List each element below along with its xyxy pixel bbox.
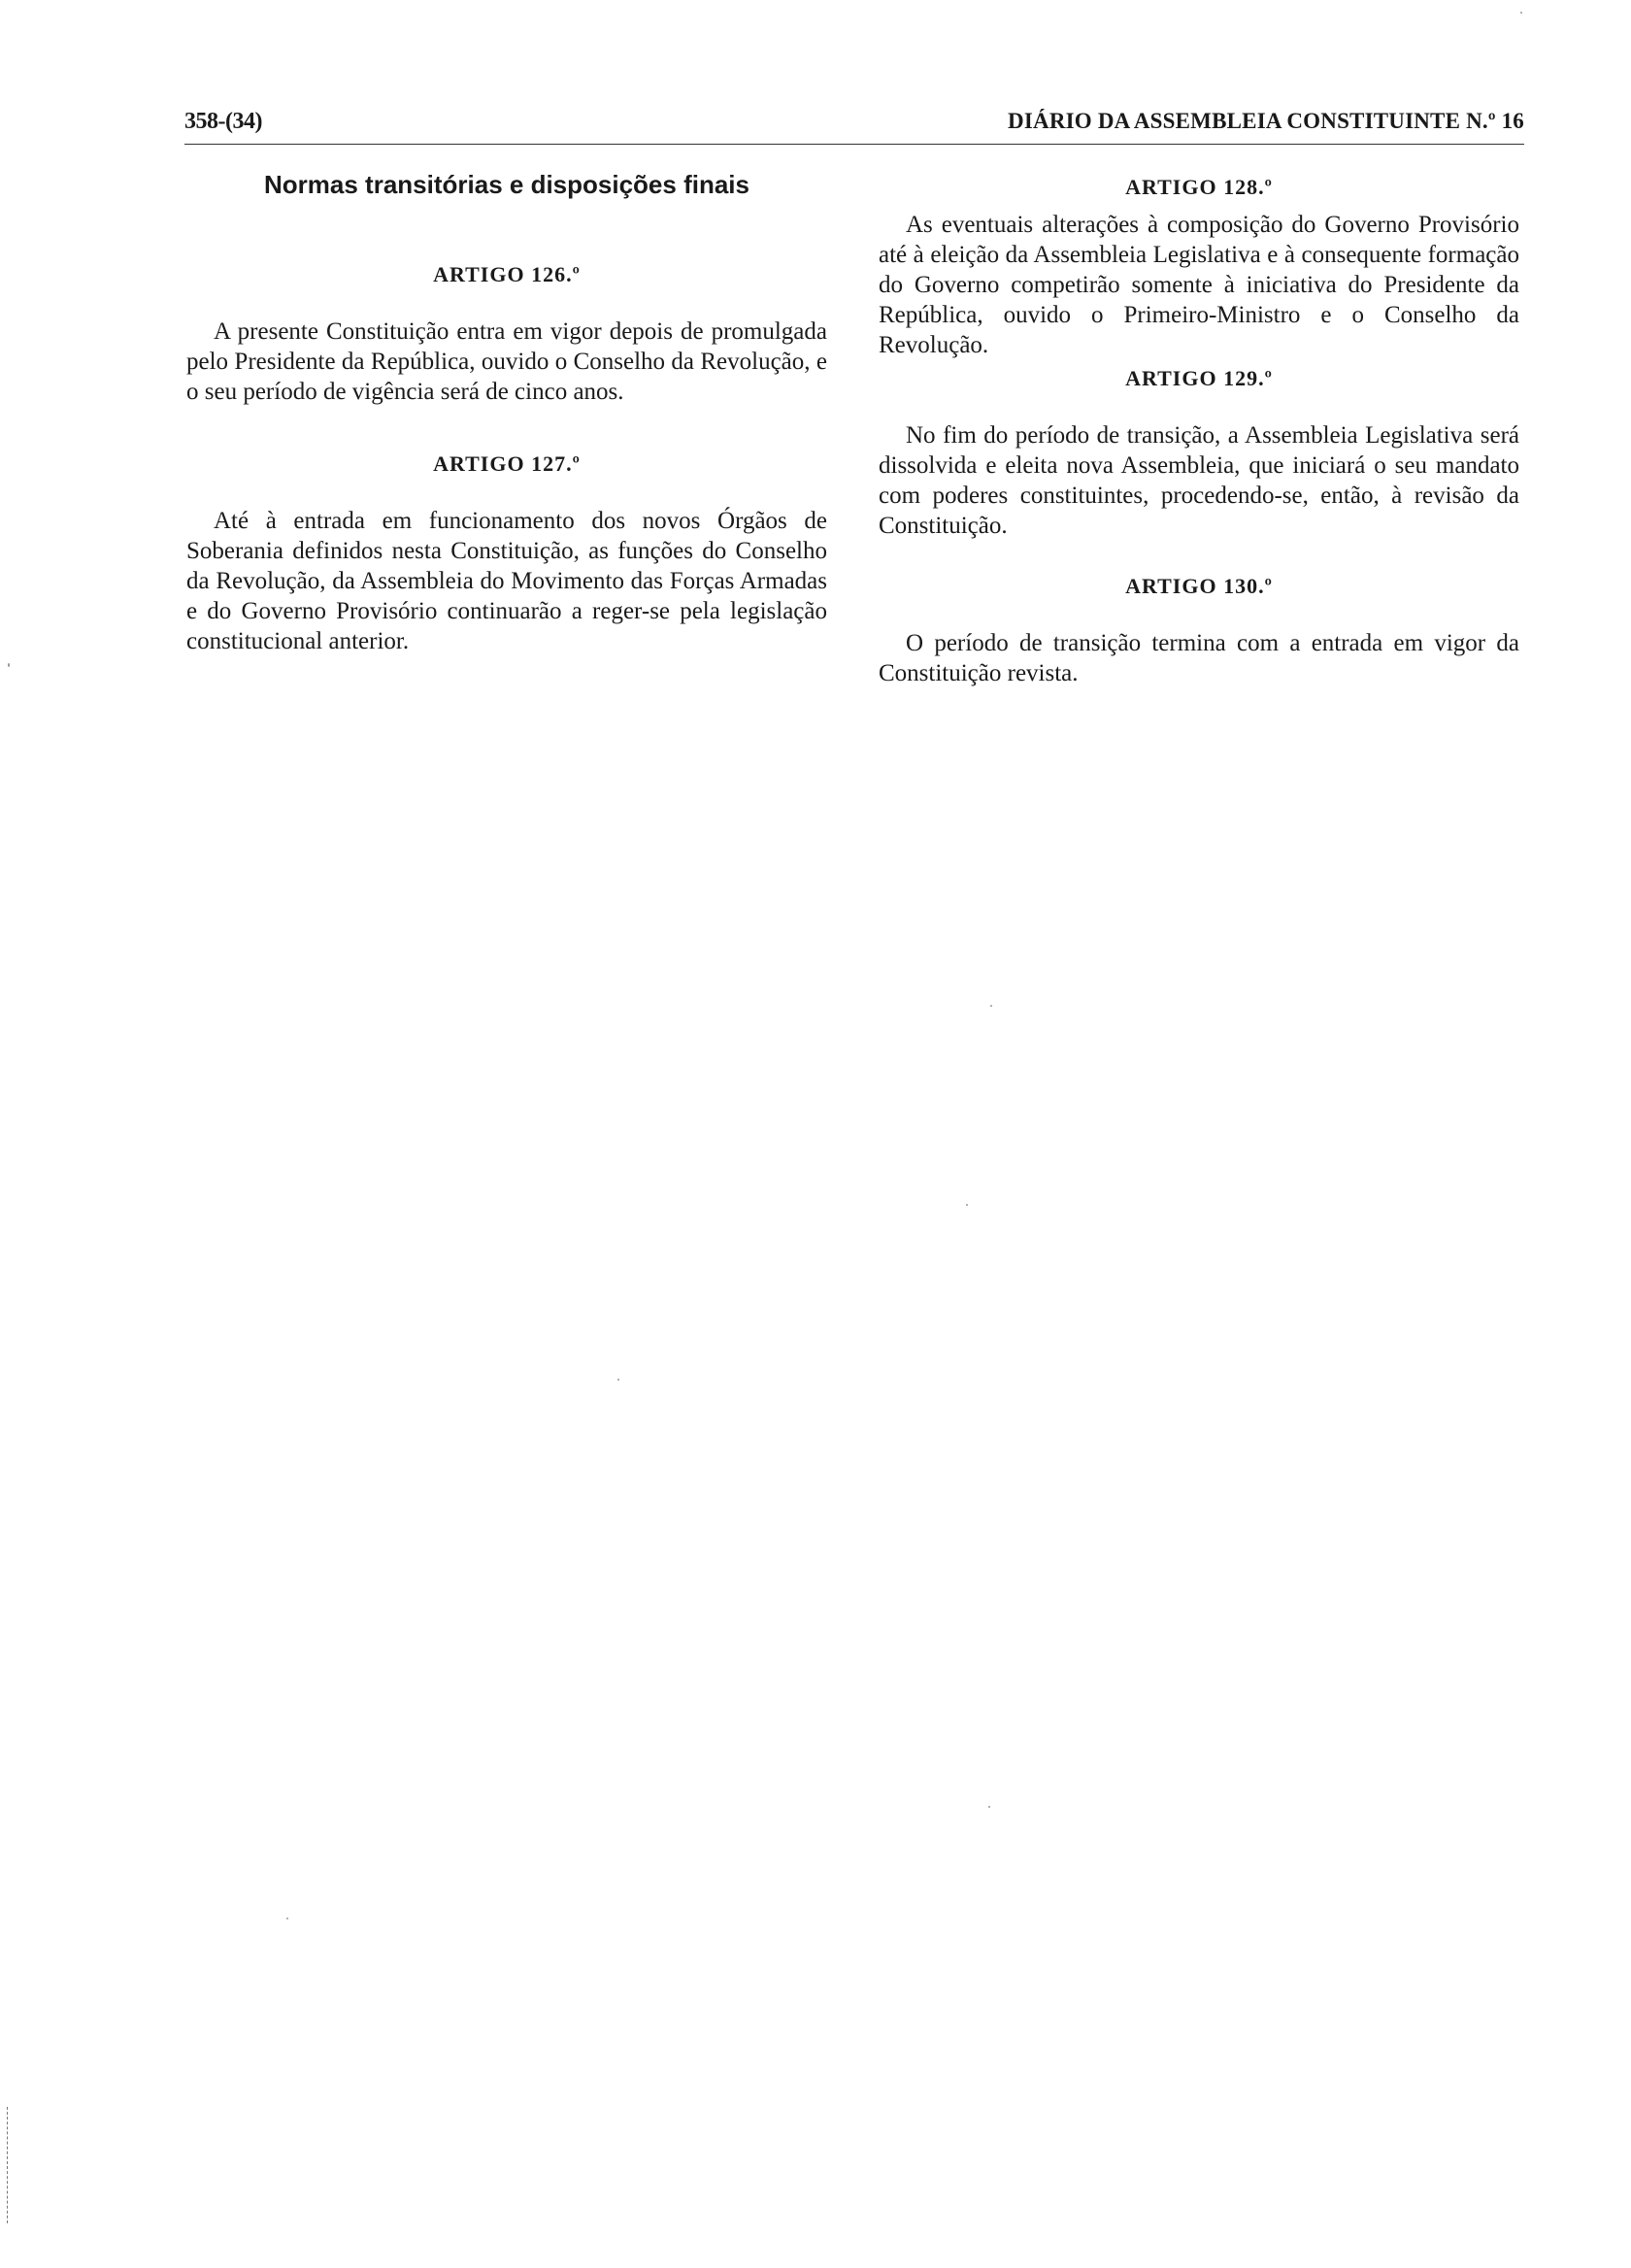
article-heading: ARTIGO 126.º <box>433 262 581 286</box>
article-heading: ARTIGO 128.º <box>1125 175 1273 199</box>
section-title: Normas transitórias e disposições finais <box>264 170 749 199</box>
scan-speck <box>617 1379 619 1381</box>
scan-speck <box>990 1005 992 1007</box>
scan-speck <box>966 1204 968 1206</box>
article-heading: ARTIGO 130.º <box>1125 574 1273 598</box>
right-column <box>879 175 1519 721</box>
scan-speck <box>988 1806 990 1808</box>
page-header <box>184 105 1524 145</box>
page-number: 358-(34) <box>184 109 262 134</box>
scan-speck <box>8 663 10 667</box>
journal-title: DIÁRIO DA ASSEMBLEIA CONSTITUINTE N.º 16 <box>1008 109 1524 133</box>
article-127 <box>186 451 827 656</box>
article-heading: ARTIGO 129.º <box>1125 366 1273 390</box>
scan-speck <box>286 1918 288 1919</box>
article-130 <box>879 574 1519 688</box>
article-body: As eventuais alterações à composição do Governo Provisório até à eleição da Assembleia Legislativa e à consequente formação do Governo competirão somente à iniciativa do Presidente da República, ouvido o Primeiro-Ministro e o Conselho da Revolução. <box>879 212 1519 358</box>
article-body: O período de transição termina com a entrada em vigor da Constituição revista. <box>879 630 1519 686</box>
article-body: No fim do período de transição, a Assembleia Legislativa será dissolvida e eleita nova Assembleia, que iniciará o seu mandato com poderes constituintes, procedendo-se, então, à revisão da Constituição. <box>879 422 1519 539</box>
margin-rule <box>7 2107 9 2223</box>
article-body: A presente Constituição entra em vigor depois de promulgada pelo Presidente da República, ouvido o Conselho da Revolução, e o seu período de vigência será de cinco anos. <box>186 318 827 405</box>
article-126 <box>186 262 827 407</box>
left-column <box>186 170 827 701</box>
scan-speck <box>1520 12 1522 14</box>
article-body: Até à entrada em funcionamento dos novos Órgãos de Soberania definidos nesta Constituição, as funções do Conselho da Revolução, da Assembleia do Movimento das Forças Armadas e do Governo Provisório continuarão a reger-se pela legislação constitucional anterior. <box>186 508 827 654</box>
article-128 <box>879 175 1519 360</box>
article-129 <box>879 366 1519 541</box>
article-heading: ARTIGO 127.º <box>433 451 581 476</box>
